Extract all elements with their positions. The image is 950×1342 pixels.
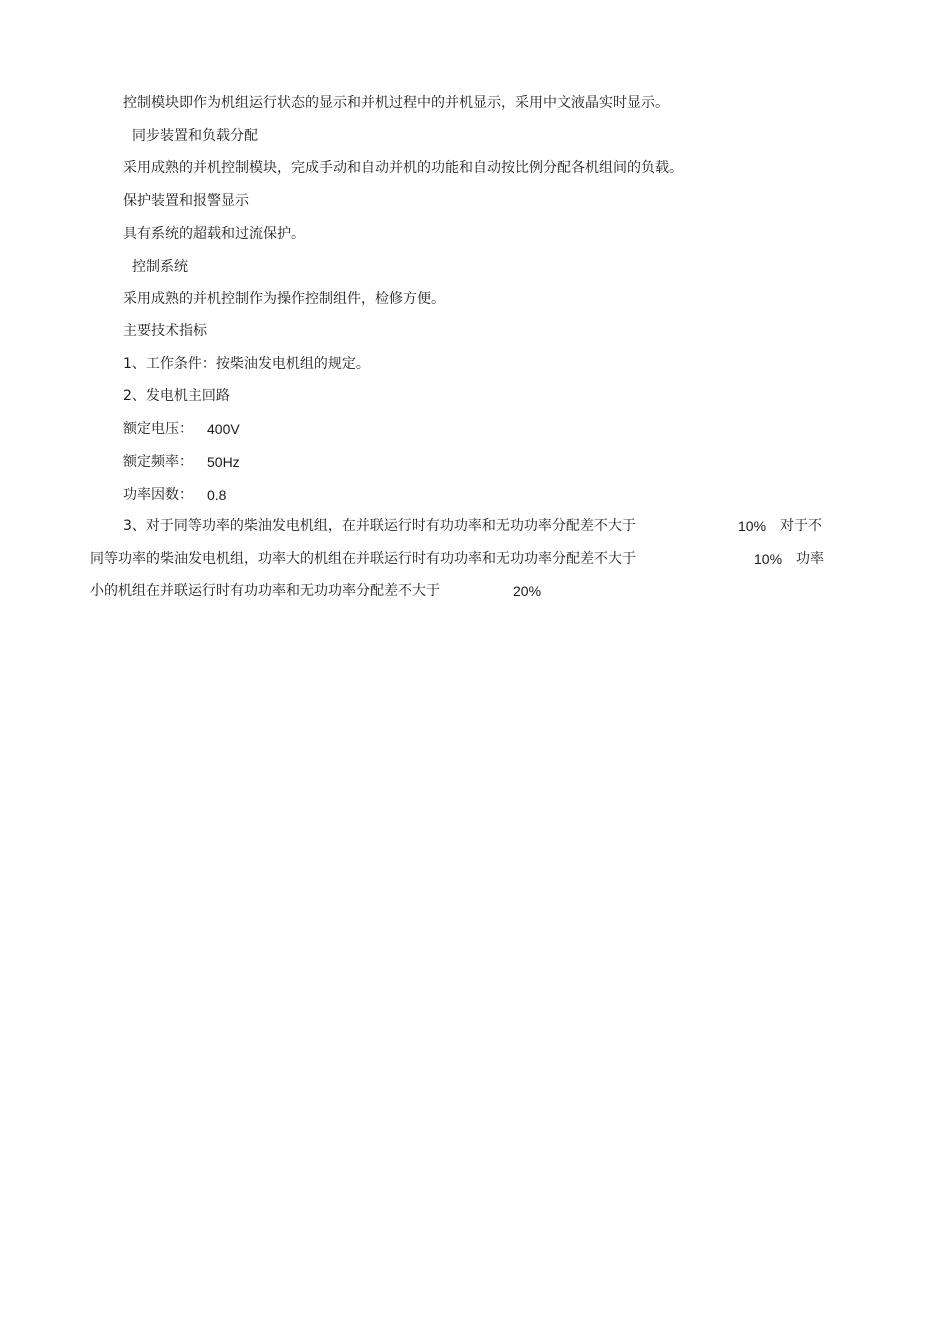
item3-line3-percent: 20%	[513, 583, 542, 599]
item3-line2-text: 同等功率的柴油发电机组，功率大的机组在并联运行时有功功率和无功功率分配差不大于	[90, 551, 636, 567]
heading-sync-load: 同步装置和负载分配	[132, 128, 258, 144]
item3-line3-text: 小的机组在并联运行时有功功率和无功功率分配差不大于	[90, 583, 440, 599]
spec-value-frequency: 50Hz	[207, 454, 240, 470]
spec-label-voltage: 额定电压：	[123, 421, 193, 437]
spec-label-power-factor: 功率因数：	[123, 487, 193, 503]
item3-line1-tail: 对于不	[780, 518, 822, 534]
list-item-working-conditions: 1、工作条件：按柴油发电机组的规定。	[123, 356, 370, 372]
item3-line2-percent: 10%	[754, 551, 783, 567]
paragraph-display: 控制模块即作为机组运行状态的显示和并机过程中的并机显示，采用中文液晶实时显示。	[123, 95, 669, 111]
spec-value-voltage: 400V	[207, 421, 240, 437]
heading-control-system: 控制系统	[132, 259, 188, 275]
heading-tech-specs: 主要技术指标	[123, 323, 207, 339]
item3-line1-percent: 10%	[738, 518, 767, 534]
spec-label-frequency: 额定频率：	[123, 454, 193, 470]
paragraph-control-system: 采用成熟的并机控制作为操作控制组件，检修方便。	[123, 291, 445, 307]
list-item-main-circuit: 2、发电机主回路	[123, 388, 230, 404]
item3-line2-tail: 功率	[796, 551, 824, 567]
item3-line1-text: 3、对于同等功率的柴油发电机组，在并联运行时有功功率和无功功率分配差不大于	[123, 518, 636, 534]
paragraph-protection: 具有系统的超载和过流保护。	[123, 226, 305, 242]
spec-value-power-factor: 0.8	[207, 487, 227, 503]
paragraph-sync-load: 采用成熟的并机控制模块，完成手动和自动并机的功能和自动按比例分配各机组间的负载。	[123, 160, 683, 176]
heading-protection: 保护装置和报警显示	[123, 193, 249, 209]
